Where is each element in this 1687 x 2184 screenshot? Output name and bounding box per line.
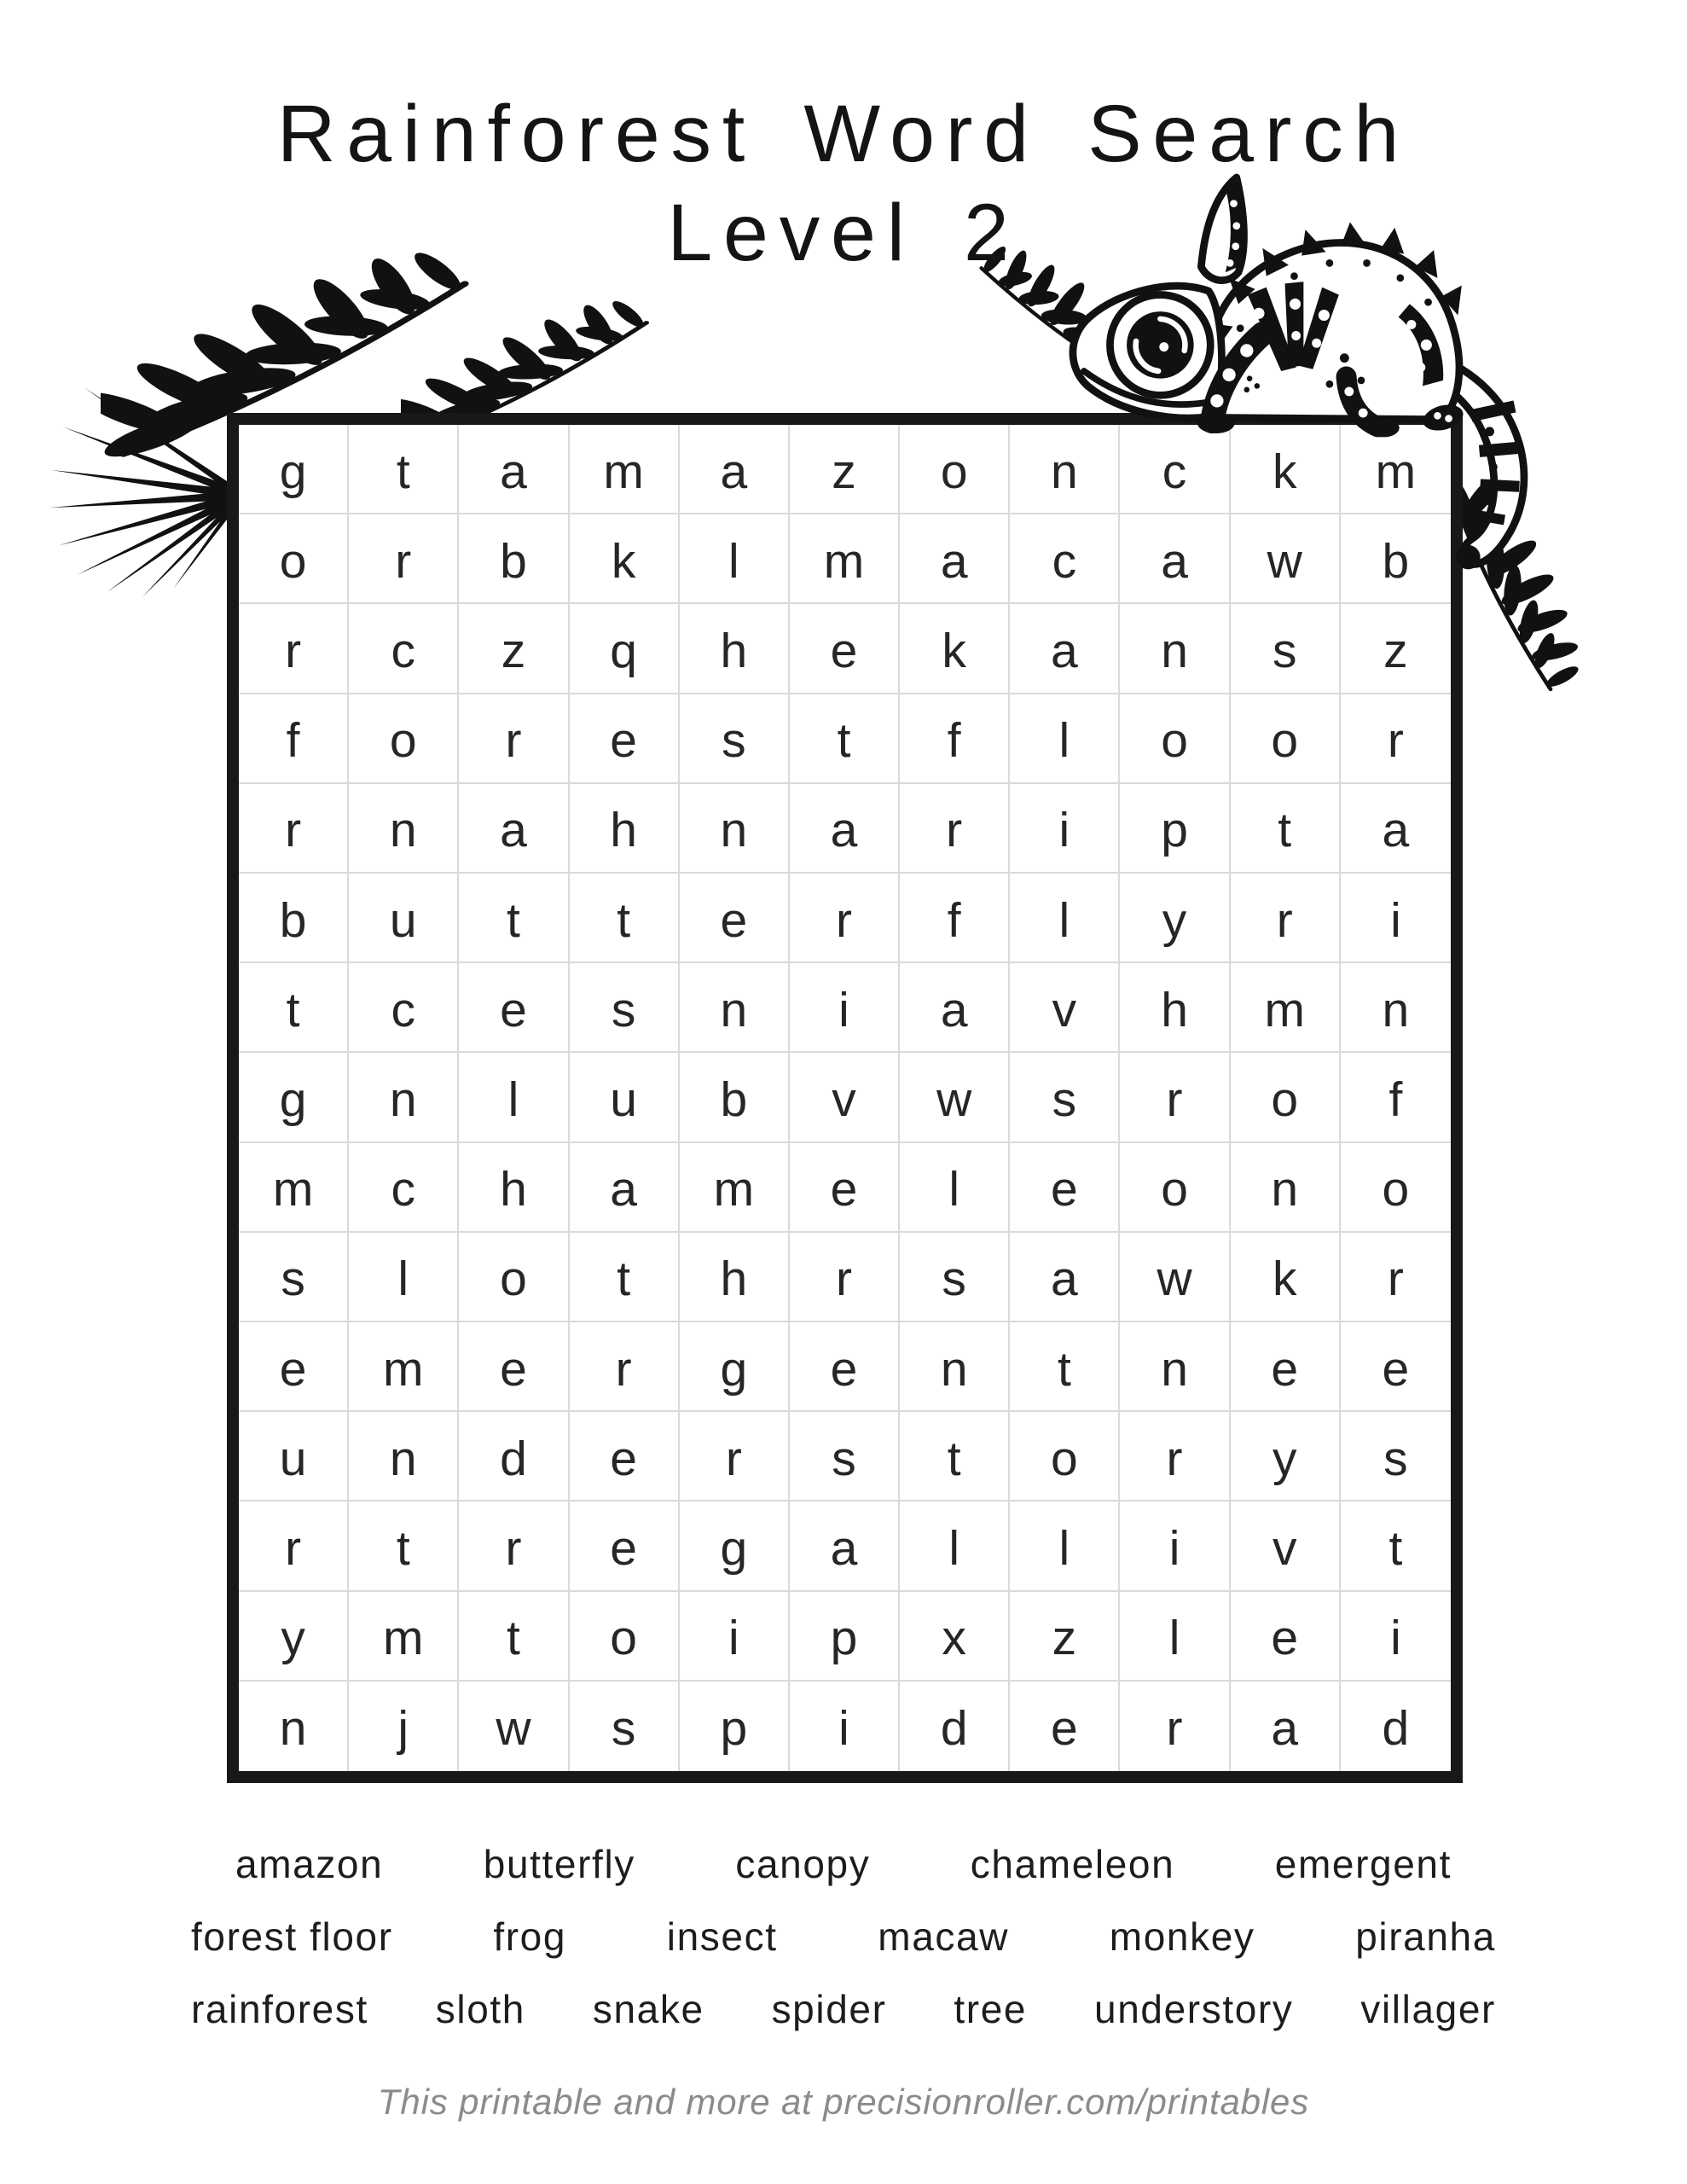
grid-cell-r12c9: r xyxy=(1120,1412,1230,1502)
grid-cell-r13c10: v xyxy=(1231,1502,1341,1591)
grid-cell-r8c2: n xyxy=(349,1053,459,1142)
grid-cell-r5c4: h xyxy=(570,784,680,874)
grid-cell-r9c3: h xyxy=(459,1143,569,1233)
grid-cell-r12c6: s xyxy=(790,1412,900,1502)
grid-cell-r3c7: k xyxy=(900,604,1010,694)
grid-cell-r11c7: n xyxy=(900,1322,1010,1412)
grid-cell-r13c2: t xyxy=(349,1502,459,1591)
grid-cell-r13c9: i xyxy=(1120,1502,1230,1591)
grid-cell-r8c9: r xyxy=(1120,1053,1230,1142)
grid-cell-r6c10: r xyxy=(1231,874,1341,963)
grid-cell-r5c5: n xyxy=(680,784,790,874)
grid-cell-r9c5: m xyxy=(680,1143,790,1233)
grid-cell-r12c3: d xyxy=(459,1412,569,1502)
grid-cell-r10c9: w xyxy=(1120,1233,1230,1322)
grid-cell-r14c2: m xyxy=(349,1592,459,1682)
grid-cell-r14c3: t xyxy=(459,1592,569,1682)
grid-cell-r12c1: u xyxy=(239,1412,349,1502)
grid-cell-r14c5: i xyxy=(680,1592,790,1682)
word-item: canopy xyxy=(735,1842,871,1886)
word-item: villager xyxy=(1360,1987,1496,2031)
grid-cell-r7c3: e xyxy=(459,963,569,1053)
grid-cell-r9c10: n xyxy=(1231,1143,1341,1233)
grid-cell-r15c9: r xyxy=(1120,1682,1230,1771)
word-item: forest floor xyxy=(191,1914,393,1959)
grid-cell-r4c7: f xyxy=(900,694,1010,784)
grid-cell-r7c10: m xyxy=(1231,963,1341,1053)
grid-cell-r13c7: l xyxy=(900,1502,1010,1591)
grid-cell-r1c4: m xyxy=(570,425,680,514)
grid-cell-r14c11: i xyxy=(1341,1592,1451,1682)
grid-cell-r5c3: a xyxy=(459,784,569,874)
grid-cell-r8c4: u xyxy=(570,1053,680,1142)
grid-cell-r10c11: r xyxy=(1341,1233,1451,1322)
grid-cell-r4c1: f xyxy=(239,694,349,784)
grid-cell-r9c2: c xyxy=(349,1143,459,1233)
grid-cell-r3c4: q xyxy=(570,604,680,694)
grid-cell-r6c5: e xyxy=(680,874,790,963)
grid-cell-r1c9: c xyxy=(1120,425,1230,514)
palm-frond-left xyxy=(49,377,250,601)
grid-cell-r11c1: e xyxy=(239,1322,349,1412)
footer-credit: This printable and more at precisionroller.com/printables xyxy=(377,2082,1310,2122)
grid-cell-r15c5: p xyxy=(680,1682,790,1771)
grid-cell-r3c8: a xyxy=(1010,604,1120,694)
grid-cell-r15c3: w xyxy=(459,1682,569,1771)
grid-cell-r1c5: a xyxy=(680,425,790,514)
grid-cell-r12c2: n xyxy=(349,1412,459,1502)
word-item: tree xyxy=(954,1987,1028,2031)
grid-cell-r5c6: a xyxy=(790,784,900,874)
grid-cell-r7c11: n xyxy=(1341,963,1451,1053)
grid-cell-r6c9: y xyxy=(1120,874,1230,963)
word-item: sloth xyxy=(435,1987,525,2031)
grid-cell-r3c9: n xyxy=(1120,604,1230,694)
grid-cell-r7c5: n xyxy=(680,963,790,1053)
grid-cell-r7c2: c xyxy=(349,963,459,1053)
grid-cell-r11c10: e xyxy=(1231,1322,1341,1412)
title-line-2: Level 2 xyxy=(667,187,1020,278)
grid-cell-r7c6: i xyxy=(790,963,900,1053)
grid-cell-r14c1: y xyxy=(239,1592,349,1682)
word-item: amazon xyxy=(235,1842,384,1886)
grid-cell-r11c8: t xyxy=(1010,1322,1120,1412)
grid-cell-r1c1: g xyxy=(239,425,349,514)
grid-cell-r7c7: a xyxy=(900,963,1010,1053)
grid-cell-r13c3: r xyxy=(459,1502,569,1591)
grid-cell-r1c8: n xyxy=(1010,425,1120,514)
grid-cell-r10c6: r xyxy=(790,1233,900,1322)
grid-cell-r9c8: e xyxy=(1010,1143,1120,1233)
grid-cell-r1c10: k xyxy=(1231,425,1341,514)
word-list-line-3 xyxy=(191,1986,1496,2032)
grid-cell-r2c8: c xyxy=(1010,514,1120,604)
word-item: emergent xyxy=(1274,1842,1452,1886)
grid-cell-r12c8: o xyxy=(1010,1412,1120,1502)
grid-cell-r10c8: a xyxy=(1010,1233,1120,1322)
grid-cell-r12c7: t xyxy=(900,1412,1010,1502)
grid-cell-r8c1: g xyxy=(239,1053,349,1142)
grid-cell-r5c11: a xyxy=(1341,784,1451,874)
grid-cell-r7c4: s xyxy=(570,963,680,1053)
grid-cell-r8c11: f xyxy=(1341,1053,1451,1142)
grid-cell-r15c4: s xyxy=(570,1682,680,1771)
grid-cell-r1c11: m xyxy=(1341,425,1451,514)
grid-cell-r11c5: g xyxy=(680,1322,790,1412)
grid-cell-r10c10: k xyxy=(1231,1233,1341,1322)
grid-cell-r4c9: o xyxy=(1120,694,1230,784)
grid-cell-r11c3: e xyxy=(459,1322,569,1412)
grid-cell-r15c10: a xyxy=(1231,1682,1341,1771)
grid-cell-r6c6: r xyxy=(790,874,900,963)
grid-cell-r2c6: m xyxy=(790,514,900,604)
word-item: insect xyxy=(666,1914,778,1959)
grid-cell-r4c2: o xyxy=(349,694,459,784)
grid-cell-r6c1: b xyxy=(239,874,349,963)
grid-cell-r9c9: o xyxy=(1120,1143,1230,1233)
grid-cell-r12c4: e xyxy=(570,1412,680,1502)
word-list xyxy=(191,1841,1496,2059)
grid-cell-r2c2: r xyxy=(349,514,459,604)
grid-cell-r15c11: d xyxy=(1382,1701,1410,1757)
grid-cell-r2c11: b xyxy=(1341,514,1451,604)
grid-cell-r10c5: h xyxy=(680,1233,790,1322)
grid-cell-r7c8: v xyxy=(1010,963,1120,1053)
grid-cell-r8c6: v xyxy=(790,1053,900,1142)
word-item: monkey xyxy=(1109,1914,1255,1959)
grid-cell-r2c5: l xyxy=(680,514,790,604)
grid-cell-r15c1: n xyxy=(239,1682,349,1771)
grid-cell-r9c4: a xyxy=(570,1143,680,1233)
grid-cell-r3c6: e xyxy=(790,604,900,694)
word-item: butterfly xyxy=(483,1842,635,1886)
grid-cell-r5c8: i xyxy=(1010,784,1120,874)
grid-cell-r3c1: r xyxy=(239,604,349,694)
grid-cell-r14c8: z xyxy=(1010,1592,1120,1682)
grid-cell-r6c8: l xyxy=(1010,874,1120,963)
grid-cell-r8c8: s xyxy=(1010,1053,1120,1142)
grid-cell-r2c4: k xyxy=(570,514,680,604)
grid-cell-r12c5: r xyxy=(680,1412,790,1502)
grid-cell-r3c10: s xyxy=(1231,604,1341,694)
grid-cell-r14c10: e xyxy=(1231,1592,1341,1682)
grid-cell-r11c2: m xyxy=(349,1322,459,1412)
grid-cell-r6c7: f xyxy=(900,874,1010,963)
grid-cell-r13c11: t xyxy=(1341,1502,1451,1591)
grid-cell-r9c11: o xyxy=(1341,1143,1451,1233)
word-item: macaw xyxy=(878,1914,1010,1959)
grid-cell-r6c3: t xyxy=(459,874,569,963)
grid-cell-r5c7: r xyxy=(900,784,1010,874)
word-item: chameleon xyxy=(970,1842,1175,1886)
grid-cell-r14c4: o xyxy=(570,1592,680,1682)
grid-cell-r9c1: m xyxy=(239,1143,349,1233)
grid-cell-r15c7: d xyxy=(900,1682,1010,1771)
word-list-line-1 xyxy=(191,1841,1496,1887)
grid-cell-r14c7: x xyxy=(900,1592,1010,1682)
word-item: understory xyxy=(1094,1987,1294,2031)
grid-cell-r11c4: r xyxy=(570,1322,680,1412)
grid-cell-r4c6: t xyxy=(790,694,900,784)
grid-cell-r3c2: c xyxy=(349,604,459,694)
grid-cell-r15c6: i xyxy=(790,1682,900,1771)
grid-cell-r1c2: t xyxy=(349,425,459,514)
grid-cell-r8c10: o xyxy=(1231,1053,1341,1142)
grid-cell-r8c7: w xyxy=(900,1053,1010,1142)
word-list-line-2 xyxy=(191,1914,1496,1960)
word-item: snake xyxy=(592,1987,704,2031)
grid-cell-r8c5: b xyxy=(680,1053,790,1142)
grid-cell-r4c5: s xyxy=(680,694,790,784)
grid-cell-r11c6: e xyxy=(790,1322,900,1412)
grid-cell-r9c6: e xyxy=(790,1143,900,1233)
grid-cell-r1c7: o xyxy=(900,425,1010,514)
grid-cell-r11c11: e xyxy=(1341,1322,1451,1412)
grid-cell-r7c1: t xyxy=(239,963,349,1053)
grid-cell-r13c1: r xyxy=(239,1502,349,1591)
grid-cell-r6c2: u xyxy=(349,874,459,963)
title-line-1: Rainforest Word Search xyxy=(276,89,1411,179)
grid-cell-r5c9: p xyxy=(1120,784,1230,874)
grid-cell-r4c10: o xyxy=(1231,694,1341,784)
grid-cell-r10c4: t xyxy=(570,1233,680,1322)
grid-cell-r5c2: n xyxy=(349,784,459,874)
grid-cell-r15c2: j xyxy=(349,1682,459,1771)
grid-cell-r4c8: l xyxy=(1010,694,1120,784)
grid-cell-r14c6: p xyxy=(790,1592,900,1682)
grid-cell-r12c11: s xyxy=(1341,1412,1451,1502)
grid-cell-r6c11: i xyxy=(1341,874,1451,963)
grid-cell-r3c5: h xyxy=(680,604,790,694)
grid-cell-r8c3: l xyxy=(459,1053,569,1142)
grid-cell-r10c3: o xyxy=(459,1233,569,1322)
grid-cell-r9c7: l xyxy=(900,1143,1010,1233)
grid-cell-r2c10: w xyxy=(1231,514,1341,604)
grid-cell-r3c11: z xyxy=(1341,604,1451,694)
grid-cell-r11c9: n xyxy=(1120,1322,1230,1412)
grid-cell-r4c11: r xyxy=(1341,694,1451,784)
grid-cell-r10c7: s xyxy=(900,1233,1010,1322)
word-item: frog xyxy=(493,1914,567,1959)
grid-cell-r14c9: l xyxy=(1120,1592,1230,1682)
grid-cell-r13c5: g xyxy=(680,1502,790,1591)
grid-cell-r1c3: a xyxy=(459,425,569,514)
grid-cell-r6c4: t xyxy=(570,874,680,963)
grid-cell-r2c7: a xyxy=(900,514,1010,604)
grid-cell-r15c8: e xyxy=(1010,1682,1120,1771)
page-title xyxy=(0,85,1687,283)
grid-cell-r10c2: l xyxy=(349,1233,459,1322)
grid-cell-r13c4: e xyxy=(570,1502,680,1591)
word-item: spider xyxy=(771,1987,887,2031)
grid-cell-r13c8: l xyxy=(1010,1502,1120,1591)
grid-cell-r12c10: y xyxy=(1231,1412,1341,1502)
grid-cell-r5c10: t xyxy=(1231,784,1341,874)
grid-cell-r2c9: a xyxy=(1120,514,1230,604)
grid-cell-r4c4: e xyxy=(570,694,680,784)
word-item: piranha xyxy=(1355,1914,1496,1959)
grid-cell-r3c3: z xyxy=(459,604,569,694)
grid-cell-r4c3: r xyxy=(459,694,569,784)
grid-cell-r13c6: a xyxy=(790,1502,900,1591)
grid-cell-r2c3: b xyxy=(459,514,569,604)
grid-cell-r1c6: z xyxy=(790,425,900,514)
grid-cell-r2c1: o xyxy=(239,514,349,604)
grid-cell-r5c1: r xyxy=(239,784,349,874)
word-item: rainforest xyxy=(191,1987,368,2031)
grid-cell-r7c9: h xyxy=(1120,963,1230,1053)
grid-cell-r10c1: s xyxy=(239,1233,349,1322)
